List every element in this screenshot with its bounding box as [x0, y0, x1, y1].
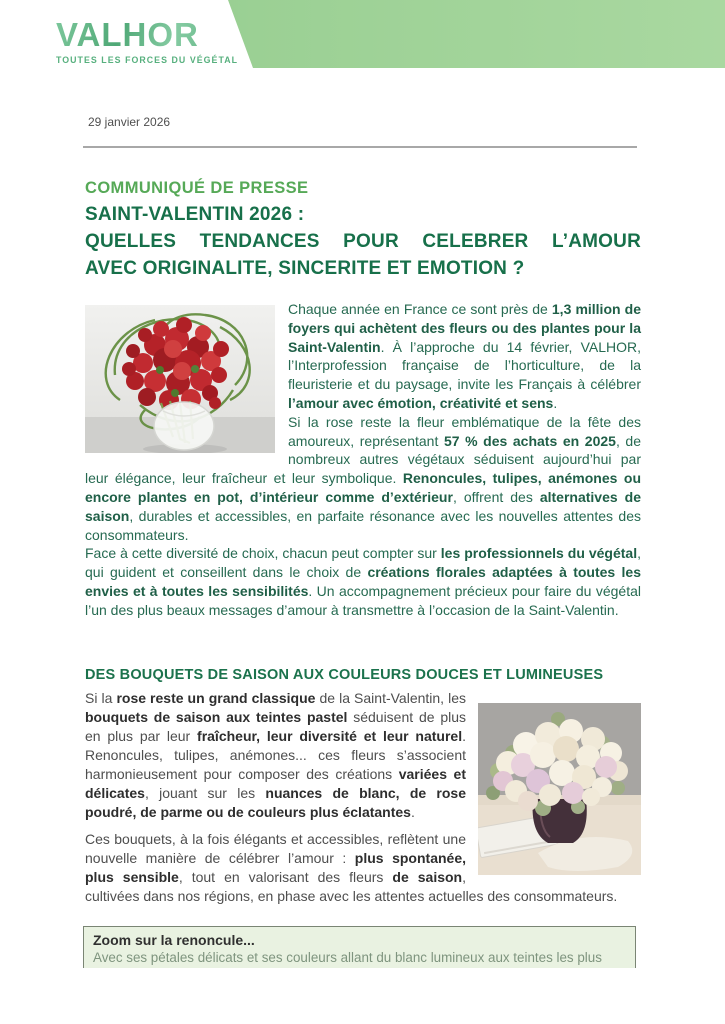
text-segment: fraîcheur, leur diversité et leur naturel: [197, 728, 463, 744]
intro-section: [85, 300, 641, 620]
intro-paragraph: [85, 544, 641, 619]
text-segment: variées et délicates: [85, 766, 466, 801]
text-segment: , qui guident et conseillent dans le choix de: [85, 545, 641, 581]
text-segment: Ces bouquets, à la fois élégants et accessibles, reflètent une nouvelle manière de célébrer l’amour :: [85, 831, 466, 866]
text-segment: , offrent des: [452, 488, 540, 505]
text-segment: bouquets de saison aux teintes pastel: [85, 709, 348, 725]
text-segment: . À l’approche du 14 février, VALHOR, l’Interprofession française de l’horticulture, de la fleuristerie et du paysage, invite les Français à célébrer: [288, 338, 641, 393]
press-title: [85, 201, 641, 282]
text-segment: séduisent de plus en plus par leur: [85, 709, 466, 744]
pastel-bouquet-image: [478, 703, 641, 875]
text-segment: Chaque année en France ce sont près de: [288, 301, 552, 317]
text-segment: de la Saint-Valentin, les: [315, 690, 466, 706]
kicker-communique: COMMUNIQUÉ DE PRESSE: [85, 179, 309, 197]
text-segment: 1,3 million de foyers qui achètent des fleurs ou des plantes pour la Saint-Valentin: [288, 301, 641, 355]
text-segment: Si la rose reste la fleur emblématique de la fête des amoureux, représentant: [288, 413, 641, 449]
logo-tagline: TOUTES LES FORCES DU VÉGÉTAL: [56, 55, 239, 65]
text-segment: de saison: [392, 869, 463, 885]
title-line-1: SAINT-VALENTIN 2026 :: [85, 204, 305, 225]
text-segment: créations florales adaptées à toutes les envies et à toutes les sensibilités: [85, 564, 641, 599]
text-segment: plus spontanée, plus sensible: [85, 850, 466, 885]
divider-rule: [83, 146, 637, 148]
valhor-logo: [56, 18, 238, 65]
text-segment: . Un accompagnement précieux pour faire du végétal l’un des plus beaux messages d’amour à transmettre à l’occasion de la Saint-Valentin.: [85, 582, 641, 618]
text-segment: .: [410, 804, 415, 820]
logo-wordmark: VALHOR: [56, 18, 238, 51]
text-segment: 57 % des achats en 2025: [443, 432, 616, 449]
title-line-3: AVEC ORIGINALITE, SINCERITE ET EMOTION ?: [85, 258, 525, 279]
text-segment: , jouant sur les: [144, 785, 266, 801]
text-segment: les professionnels du végétal: [440, 545, 638, 562]
text-segment: Renoncules, tulipes, anémones ou encore plantes en pot, d’intérieur comme d’extérieur: [85, 470, 641, 505]
title-line-2: QUELLES TENDANCES POUR CELEBRER L’AMOUR: [85, 231, 641, 252]
text-segment: , durables et accessibles, en parfaite résonance avec les nouvelles attentes des consommateurs.: [85, 507, 641, 543]
zoom-box-body: Avec ses pétales délicats et ses couleurs allant du blanc lumineux aux teintes les plus: [93, 950, 602, 965]
release-date: 29 janvier 2026: [88, 115, 171, 129]
text-segment: Si la: [85, 690, 117, 706]
text-segment: alternatives de saison: [85, 488, 641, 524]
text-segment: . Renoncules, tulipes, anémones... ces fleurs s’associent harmonieusement pour composer des créations: [85, 728, 466, 782]
bouquets-section: [85, 666, 641, 906]
zoom-renoncule-box: [83, 926, 636, 968]
text-segment: , tout en valorisant des fleurs: [178, 869, 393, 885]
text-segment: nuances de blanc, de rose poudré, de parme ou de couleurs plus éclatantes: [85, 785, 466, 820]
red-tulip-bouquet-image: [85, 305, 275, 453]
text-segment: Face à cette diversité de choix, chacun peut compter sur: [85, 545, 441, 562]
text-segment: rose reste un grand classique: [116, 690, 316, 706]
section-heading: DES BOUQUETS DE SAISON AUX COULEURS DOUCES ET LUMINEUSES: [85, 667, 604, 683]
zoom-box-title: Zoom sur la renoncule...: [93, 932, 255, 948]
text-segment: , cultivées dans nos régions, en phase avec les attentes actuelles des consommateurs.: [85, 869, 618, 904]
text-segment: .: [553, 394, 558, 411]
text-segment: , de nombreux autres végétaux séduisent aujourd’hui par leur élégance, leur fraîcheur et leur symbolique.: [85, 432, 641, 487]
text-segment: l’amour avec émotion, créativité et sens: [288, 394, 554, 411]
